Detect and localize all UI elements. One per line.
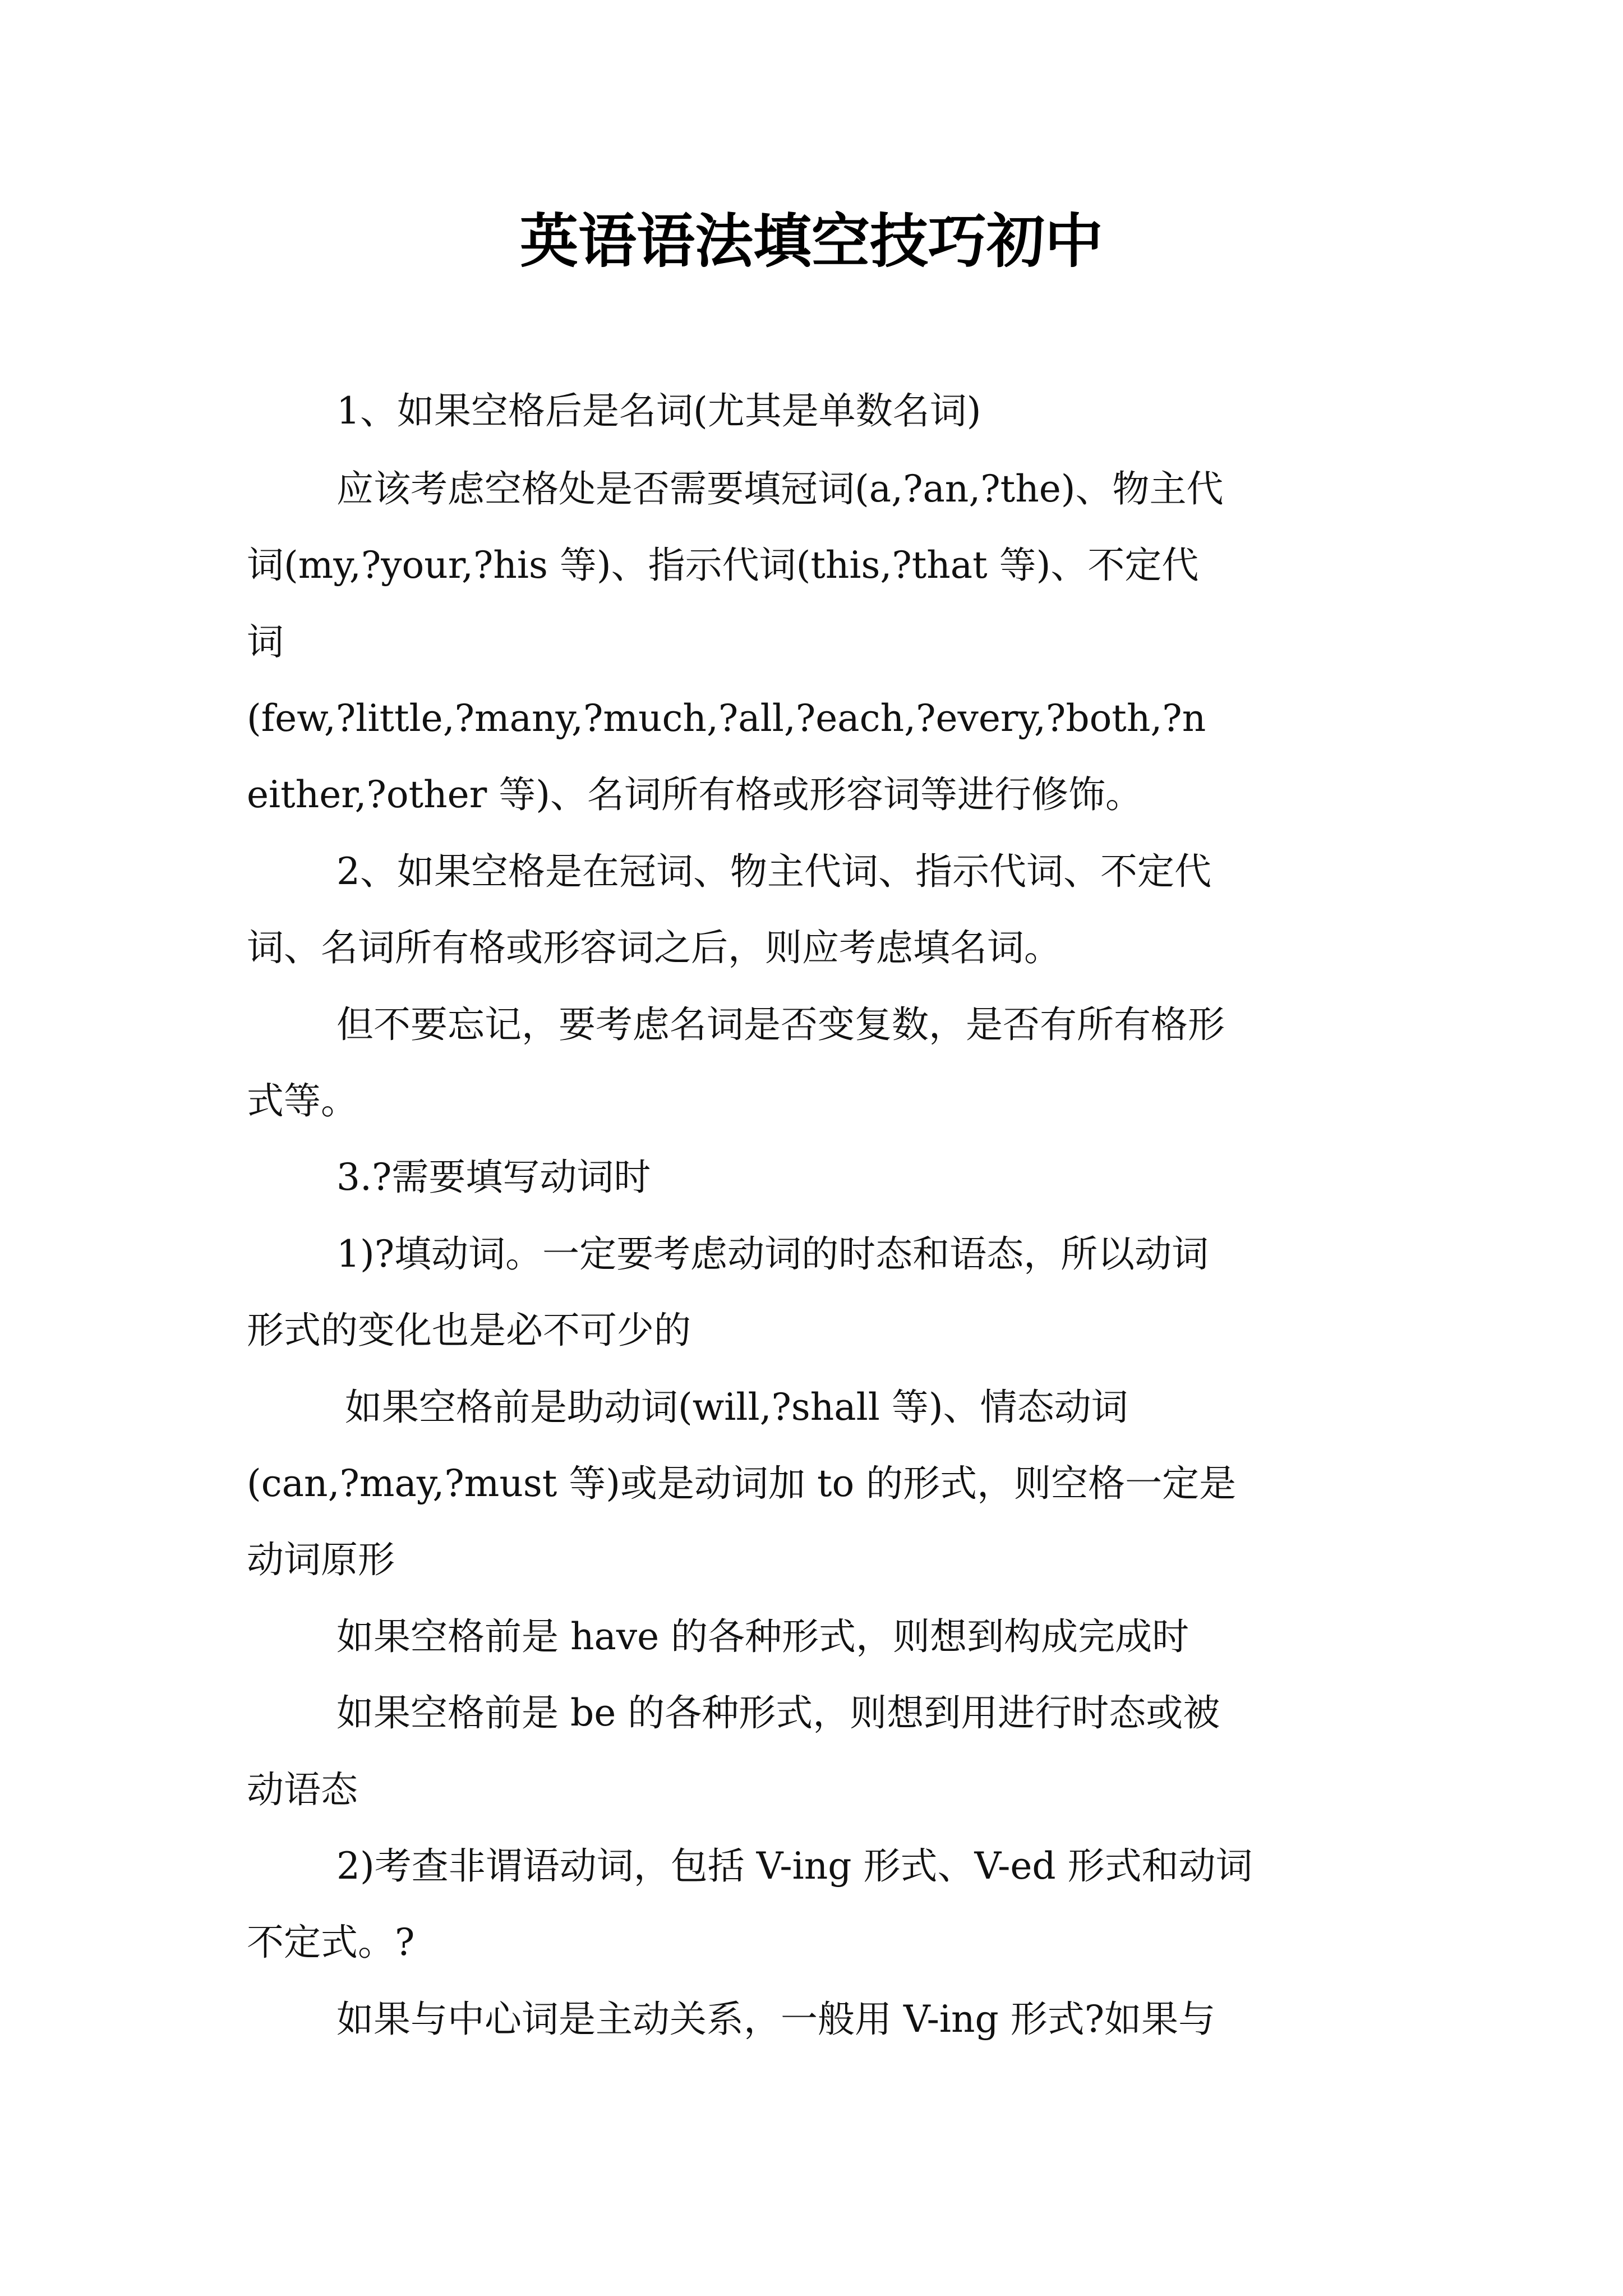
text-line: 应该考虑空格处是否需要填冠词(a,?an,?the)、物主代 (336, 467, 1224, 510)
text-line: 1)?填动词。一定要考虑动词的时态和语态，所以动词 (336, 1232, 1209, 1276)
text-line: 词、名词所有格或形容词之后，则应考虑填名词。 (247, 926, 1061, 969)
text-line: 词(my,?your,?his 等)、指示代词(this,?that 等)、不定代 (247, 544, 1199, 587)
text-line: 但不要忘记，要考虑名词是否变复数，是否有所有格形 (336, 1003, 1225, 1046)
text-line: 如果与中心词是主动关系，一般用 V-ing 形式?如果与 (336, 1998, 1216, 2041)
text-line: 2、如果空格是在冠词、物主代词、指示代词、不定代 (336, 850, 1211, 893)
text-line: (can,?may,?must 等)或是动词加 to 的形式，则空格一定是 (247, 1462, 1237, 1505)
text-line: 如果空格前是 have 的各种形式，则想到构成完成时 (336, 1615, 1189, 1658)
document-title: 英语语法填空技巧初中 (519, 206, 1103, 275)
text-line: either,?other 等)、名词所有格或形容词等进行修饰。 (247, 773, 1143, 816)
text-line: 3.?需要填写动词时 (336, 1156, 651, 1199)
text-line: 2)考查非谓语动词，包括 V-ing 形式、V-ed 形式和动词 (336, 1844, 1253, 1888)
text-line: 形式的变化也是必不可少的 (247, 1309, 691, 1352)
text-line: 1、如果空格后是名词(尤其是单数名词) (336, 389, 981, 432)
text-line: 如果空格前是助动词(will,?shall 等)、情态动词 (345, 1386, 1128, 1429)
text-line: 词 (247, 620, 284, 664)
text-line: 不定式。? (247, 1921, 415, 1964)
text-line: (few,?little,?many,?much,?all,?each,?every,?both,?n (247, 697, 1206, 740)
text-line: 动语态 (247, 1768, 358, 1811)
text-line: 如果空格前是 be 的各种形式，则想到用进行时态或被 (336, 1691, 1220, 1734)
text-line: 式等。 (247, 1079, 358, 1122)
text-line: 动词原形 (247, 1538, 395, 1581)
